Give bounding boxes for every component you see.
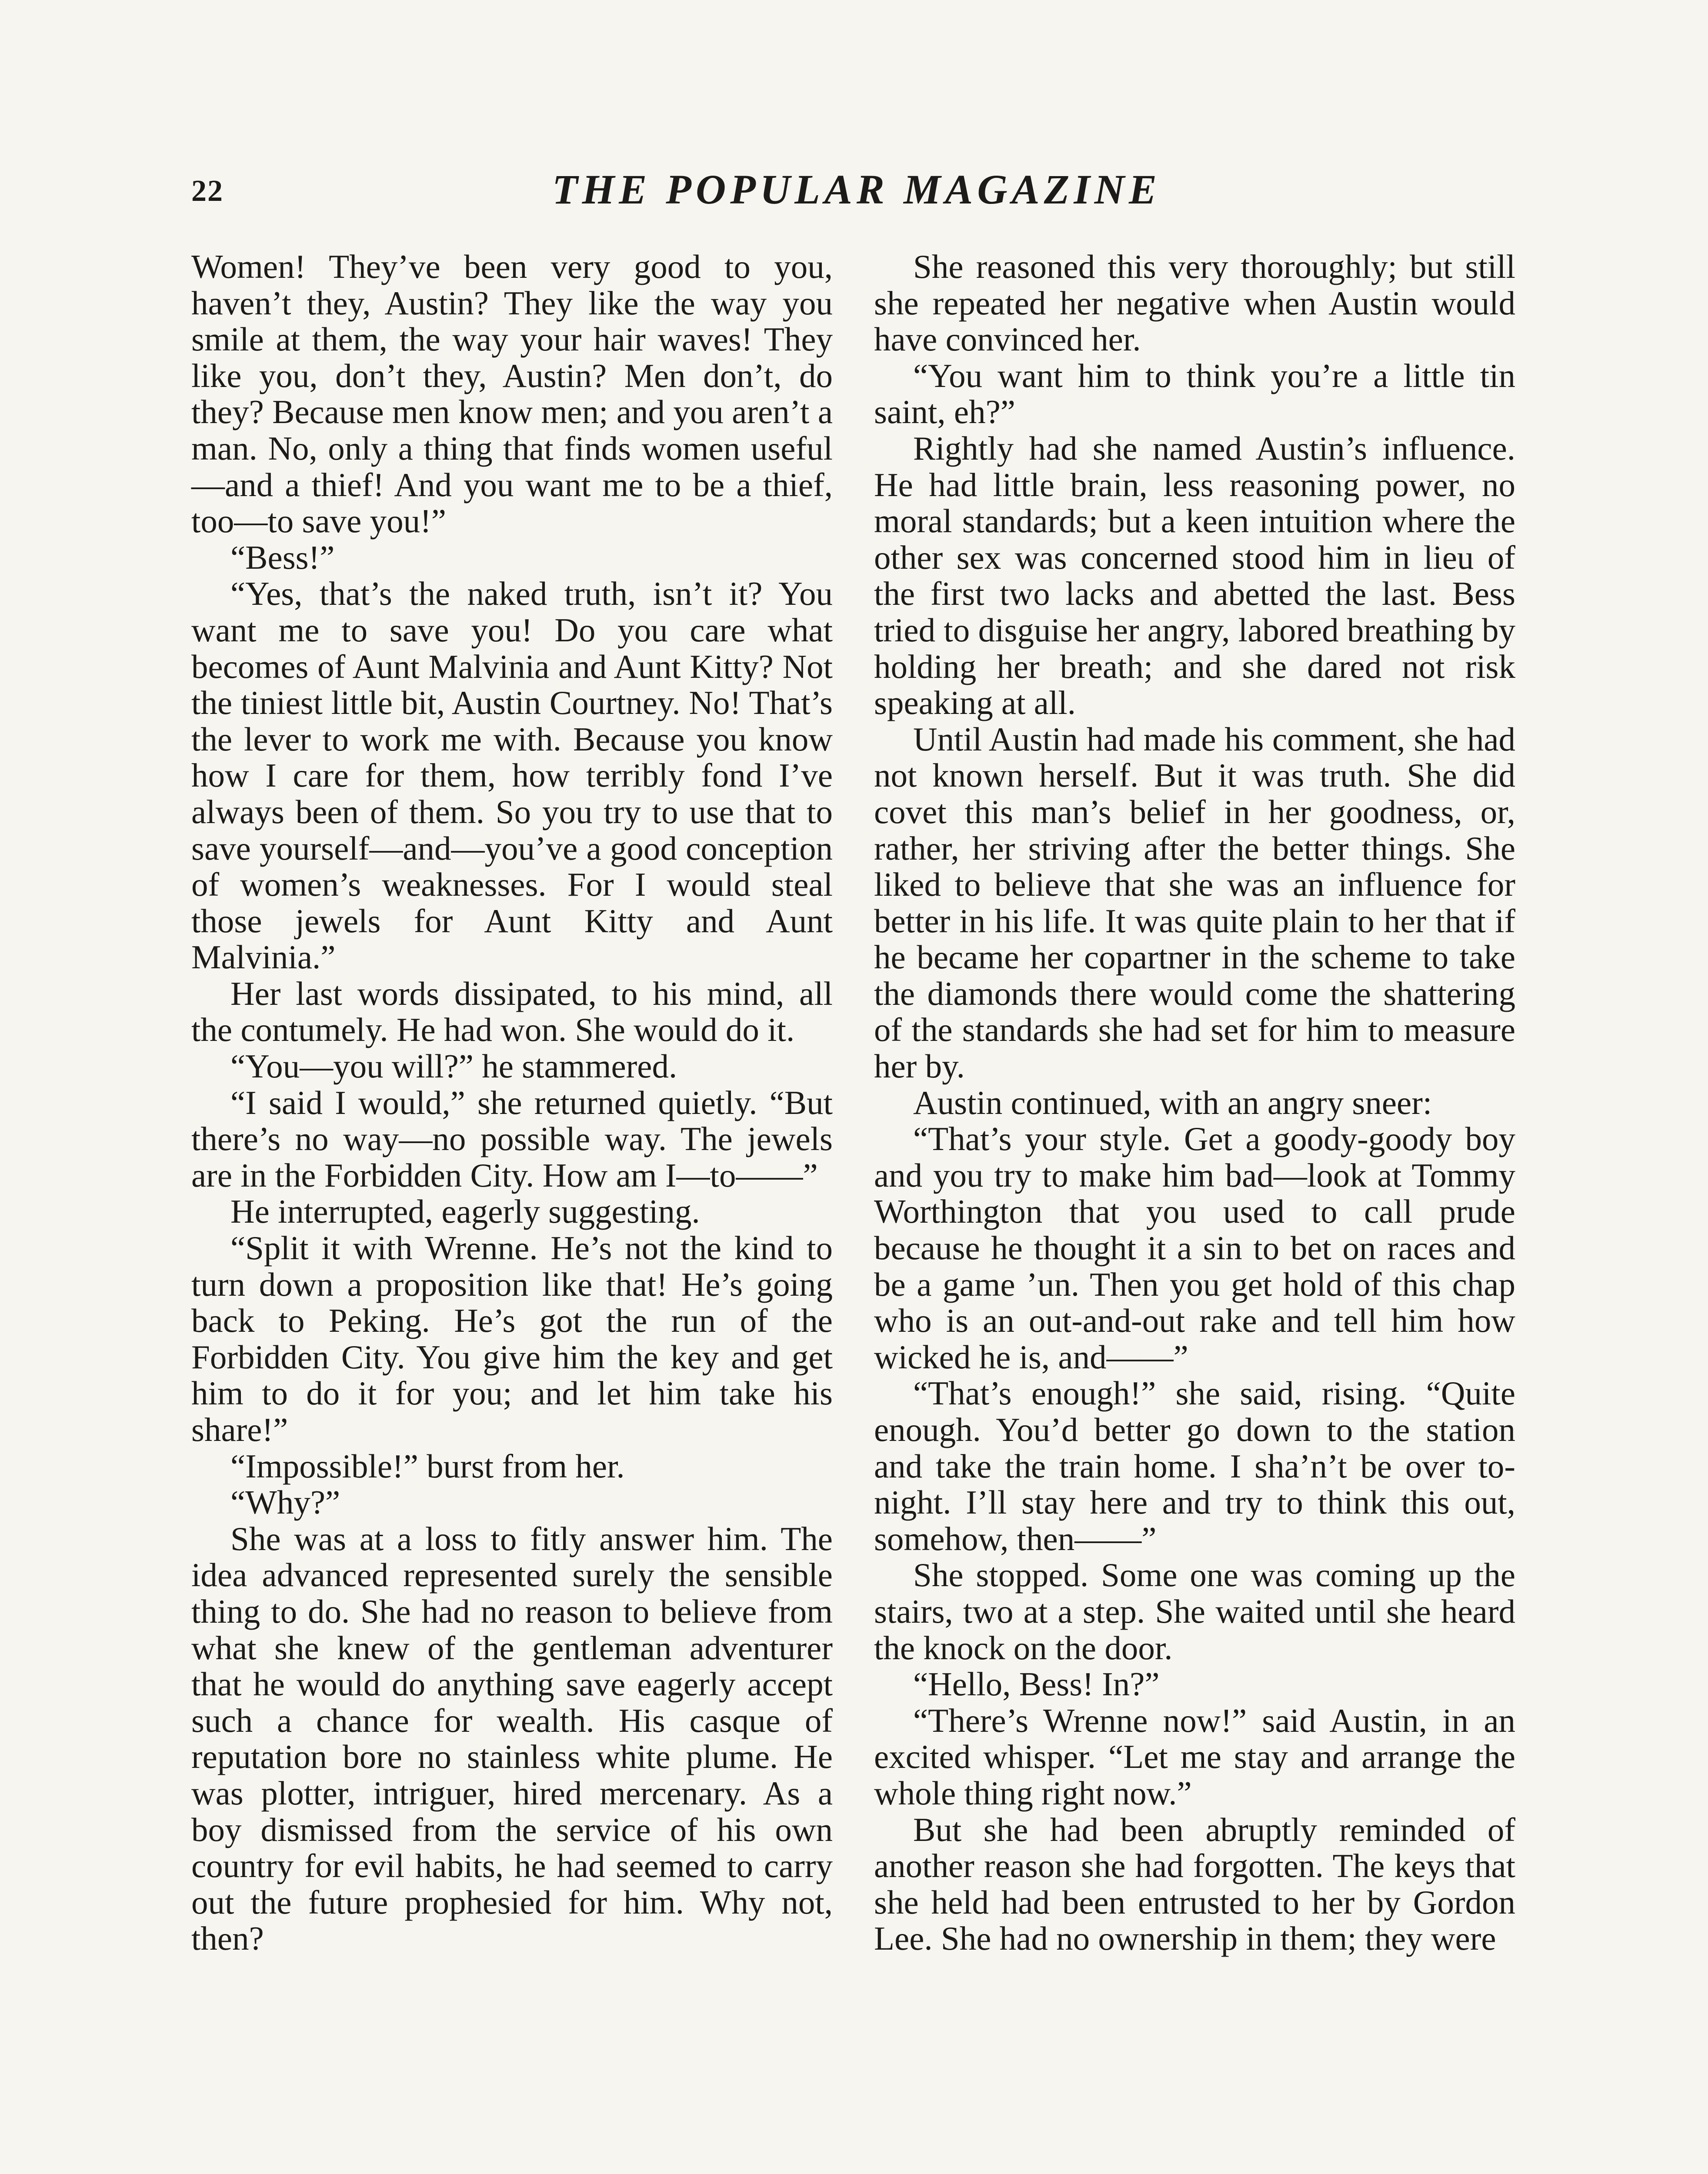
paragraph: Austin continued, with an angry sneer: (913, 1084, 1432, 1121)
left-column (191, 249, 833, 1957)
paragraph: She reasoned this very thoroughly; but still she repeated her negative when Austin would have convinced her. (874, 248, 1515, 358)
page-number: 22 (191, 174, 224, 208)
paragraph: “That’s your style. Get a goody-goody boy and you try to make him bad—look at Tommy Worthington that you used to call prude because he thought it a sin to bet on races and be a game ’un. Then you get hold of this chap who is an out-and-out rake and tell him how wicked he is, and——” (874, 1120, 1515, 1376)
paragraph: “Hello, Bess! In?” (913, 1665, 1160, 1703)
right-column (874, 249, 1515, 1957)
paragraph: “You—you will?” he stammered. (230, 1047, 677, 1085)
paragraph: She was at a loss to fitly answer him. The idea advanced represented surely the sensible thing to do. She had no reason to believe from what she knew of the gentleman adventurer that he would do anything save eagerly accept such a chance for wealth. His casque of reputation bore no stainless white plume. He was plotter, intriguer, hired mercenary. As a boy dismissed from the service of his own country for evil habits, he had seemed to carry out the future prophesied for him. Why not, then? (191, 1520, 833, 1957)
paragraph: “I said I would,” she returned quietly. “But there’s no way—no possible way. The jewels are in the Forbidden City. How am I—to——” (191, 1084, 833, 1194)
paragraph: “Yes, that’s the naked truth, isn’t it? You want me to save you! Do you care what becomes of Aunt Malvinia and Aunt Kitty? Not the tiniest little bit, Austin Courtney. No! That’s the lever to work me with. Because you know how I care for them, how terribly fond I’ve always been of them. So you try to use that to save yourself—and—you’ve a good conception of women’s weaknesses. For I would steal those jewels for Aunt Kitty and Aunt Malvinia.” (191, 575, 833, 976)
running-head: THE POPULAR MAGAZINE (552, 166, 1161, 213)
page-header (191, 165, 1522, 222)
paragraph: “Why?” (230, 1484, 340, 1521)
paragraph: Women! They’ve been very good to you, haven’t they, Austin? They like the way you smile at them, the way your hair waves! They like you, don’t they, Austin? Men don’t, do they? Because men know men; and you aren’t a man. No, only a thing that finds women useful—and a thief! And you want me to be a thief, too—to save you!” (191, 248, 833, 540)
paragraph: Until Austin had made his comment, she had not known herself. But it was truth. She did covet this man’s belief in her goodness, or, rather, her striving after the better things. She liked to believe that she was an influence for better in his life. It was quite plain to her that if he became her copartner in the scheme to take the diamonds there would come the shattering of the standards she had set for him to measure her by. (874, 720, 1515, 1085)
paragraph: Rightly had she named Austin’s influence. He had little brain, less reasoning power, no moral standards; but a keen intuition where the other sex was concerned stood him in lieu of the first two lacks and abetted the last. Bess tried to disguise her angry, labored breathing by holding her breath; and she dared not risk speaking at all. (874, 429, 1515, 722)
paragraph: “Split it with Wrenne. He’s not the kind to turn down a proposition like that! He’s going back to Peking. He’s got the run of the Forbidden City. You give him the key and get him to do it for you; and let him take his share!” (191, 1229, 833, 1448)
paragraph: “Impossible!” burst from her. (230, 1447, 625, 1485)
paragraph: Her last words dissipated, to his mind, all the contumely. He had won. She would do it. (191, 974, 833, 1049)
paragraph: He interrupted, eagerly suggesting. (230, 1193, 700, 1230)
paragraph: “There’s Wrenne now!” said Austin, in an excited whisper. “Let me stay and arrange the whole thing right now.” (874, 1701, 1515, 1812)
paragraph: “Bess!” (230, 538, 335, 576)
paragraph: She stopped. Some one was coming up the stairs, two at a step. She waited until she heard the knock on the door. (874, 1556, 1515, 1667)
paragraph: But she had been abruptly reminded of another reason she had forgotten. The keys that she held had been entrusted to her by Gordon Lee. She had no ownership in them; they were (874, 1811, 1515, 1957)
paragraph: “That’s enough!” she said, rising. “Quite enough. You’d better go down to the station and take the train home. I sha’n’t be over to-night. I’ll stay here and try to think this out, somehow, then——” (874, 1374, 1515, 1557)
paragraph: “You want him to think you’re a little tin saint, eh?” (874, 357, 1515, 431)
